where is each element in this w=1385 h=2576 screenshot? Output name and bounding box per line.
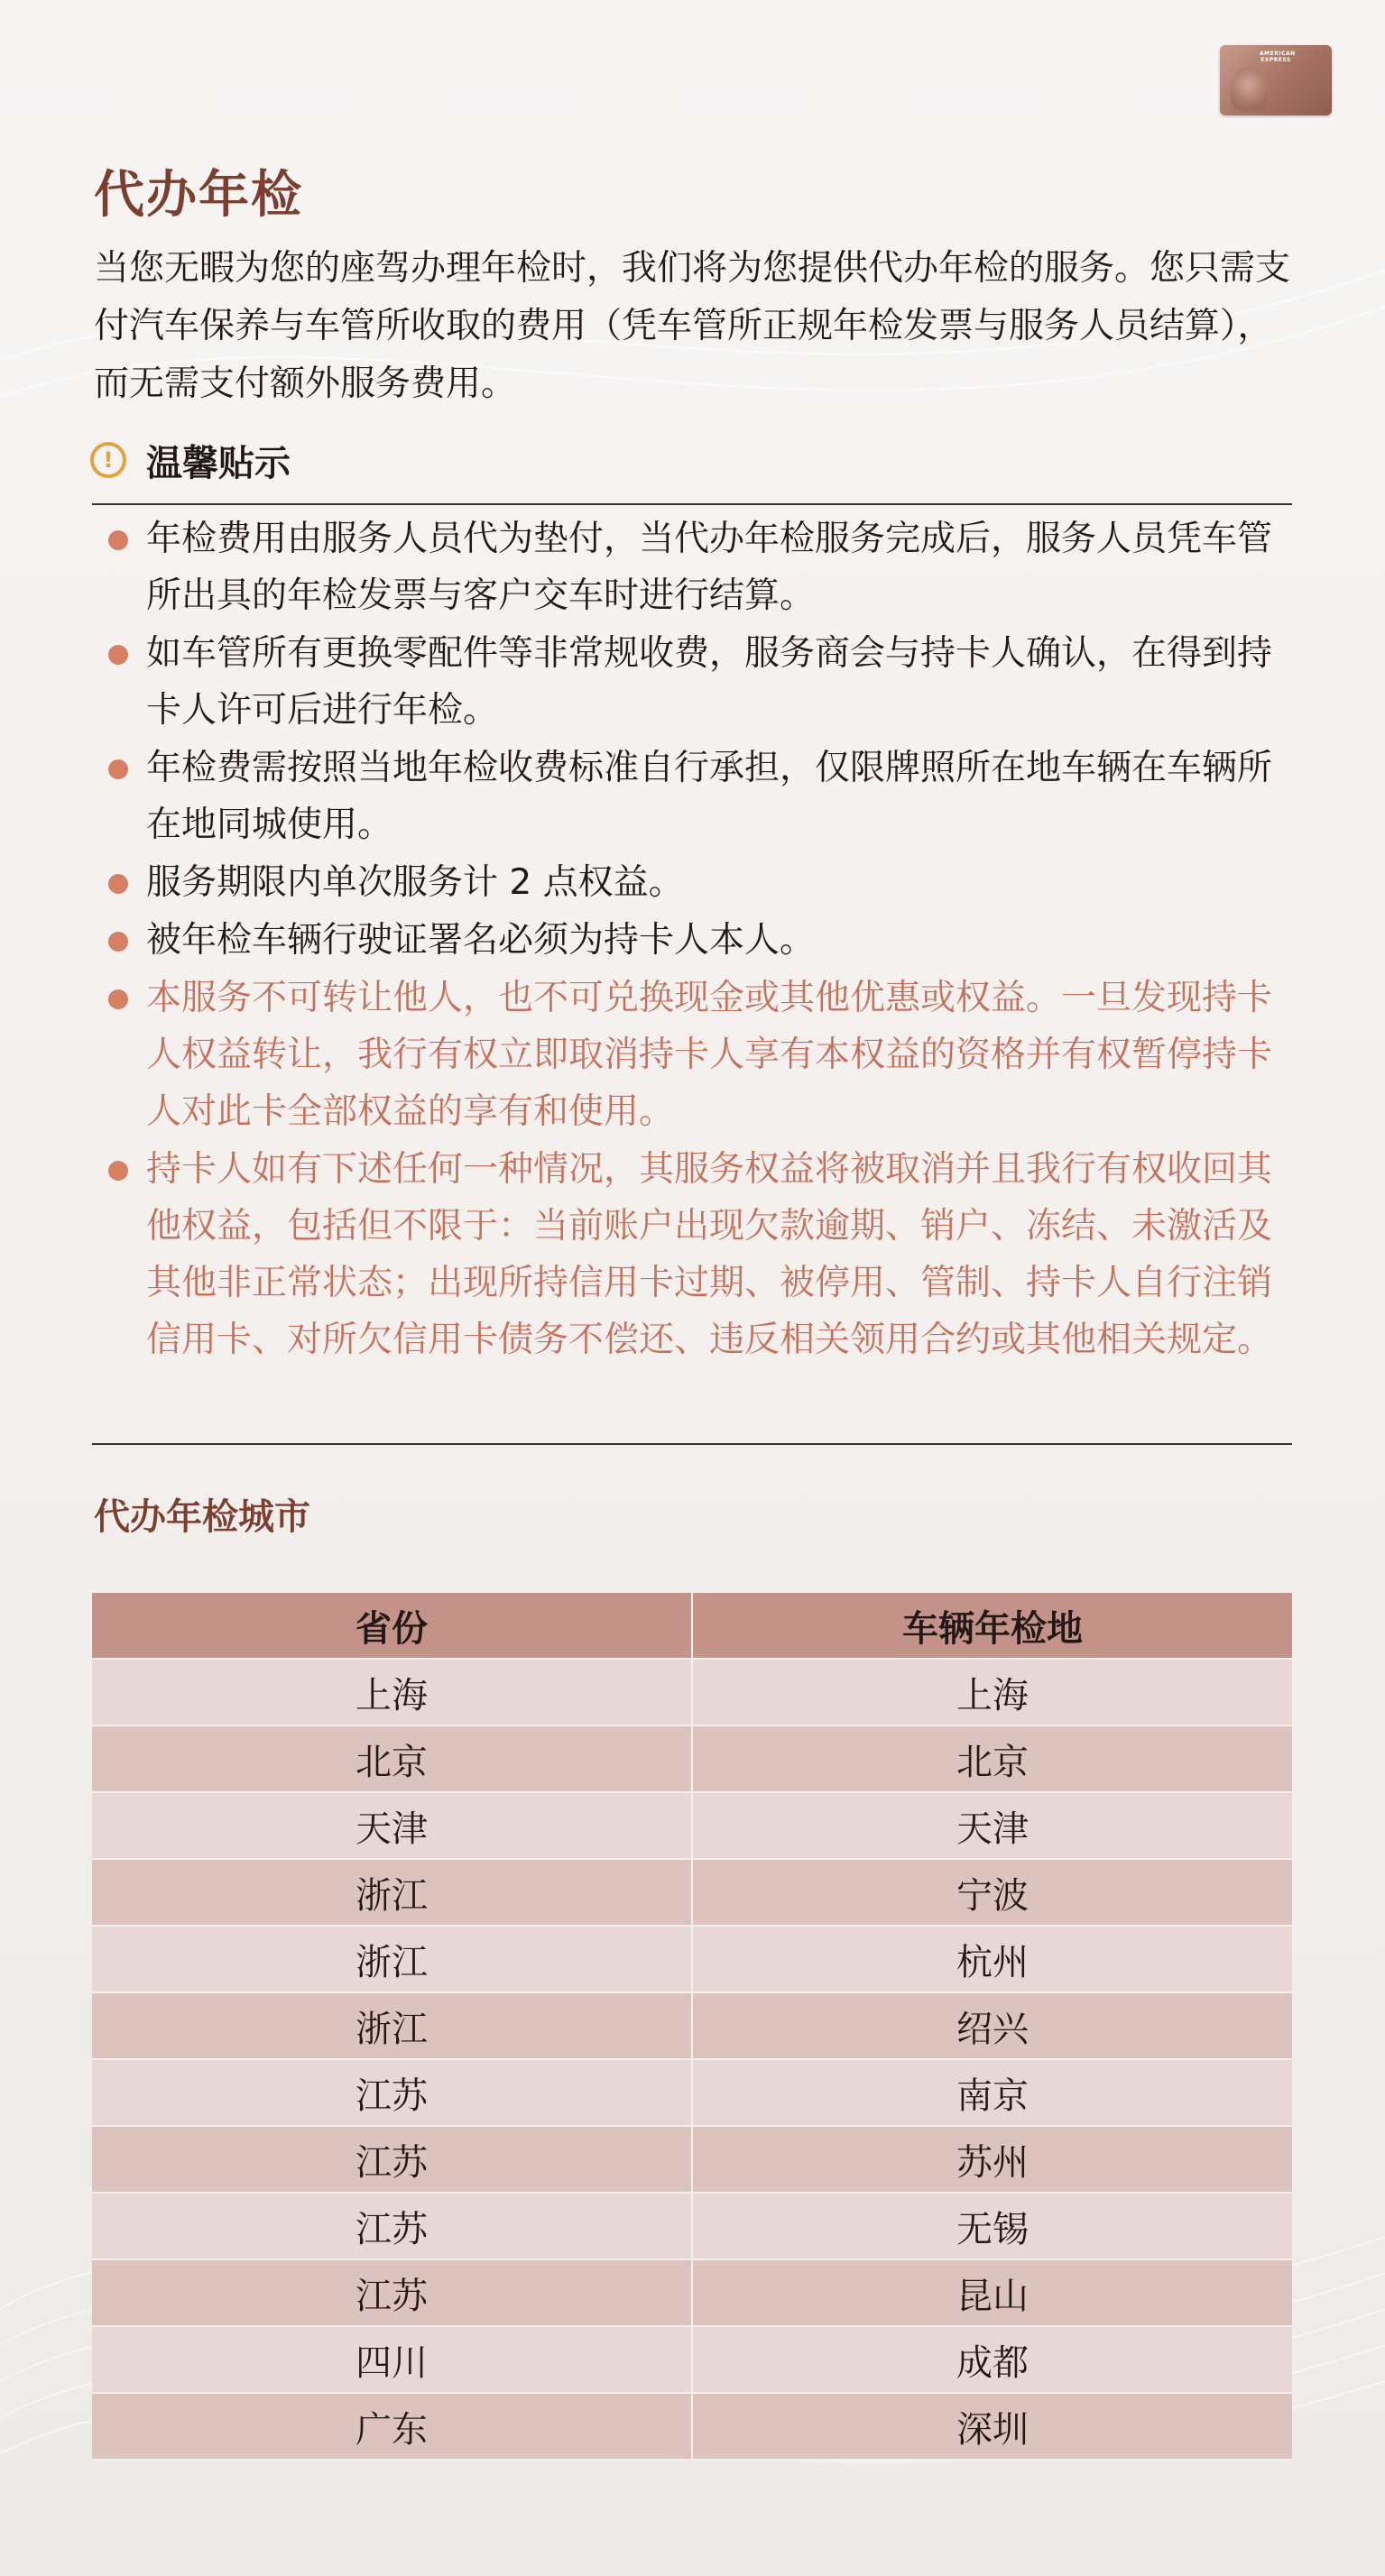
province-cell: 江苏 — [92, 2259, 692, 2326]
city-cell: 无锡 — [692, 2193, 1292, 2259]
tip-item: 年检费需按照当地年检收费标准自行承担，仅限牌照所在地车辆在车辆所在地同城使用。 — [101, 740, 1292, 853]
province-cell: 天津 — [92, 1792, 692, 1859]
column-header-province: 省份 — [92, 1593, 692, 1659]
table-row — [92, 1725, 1292, 1792]
warning-icon: ! — [90, 442, 126, 478]
table-row — [92, 1992, 1292, 2059]
city-cell: 杭州 — [692, 1926, 1292, 1992]
amex-logo: AMERICAN EXPRESS — [1260, 51, 1296, 63]
province-cell: 北京 — [92, 1725, 692, 1792]
bullet-dot — [108, 645, 128, 665]
tip-item: 如车管所有更换零配件等非常规收费，服务商会与持卡人确认，在得到持卡人许可后进行年检。 — [101, 625, 1292, 739]
province-cell: 上海 — [92, 1659, 692, 1725]
table-row — [92, 2193, 1292, 2259]
tips-top-divider — [92, 503, 1292, 505]
table-row — [92, 1926, 1292, 1992]
tips-header — [90, 433, 291, 487]
tips-title: 温馨贴示 — [146, 442, 291, 484]
tip-item: 服务期限内单次服务计 2 点权益。 — [101, 854, 1292, 911]
page-title: 代办年检 — [94, 166, 303, 225]
table-row — [92, 2393, 1292, 2460]
city-cell: 天津 — [692, 1792, 1292, 1859]
table-row — [92, 1792, 1292, 1859]
table-row — [92, 2059, 1292, 2126]
table-row — [92, 2326, 1292, 2393]
table-header-row — [92, 1593, 1292, 1659]
bullet-dot — [108, 530, 128, 550]
province-cell: 四川 — [92, 2326, 692, 2393]
table-row — [92, 2259, 1292, 2326]
table-row — [92, 2126, 1292, 2193]
province-cell: 浙江 — [92, 1859, 692, 1926]
city-cell: 绍兴 — [692, 1992, 1292, 2059]
bullet-dot — [108, 932, 128, 952]
city-cell: 上海 — [692, 1659, 1292, 1725]
province-cell: 浙江 — [92, 1992, 692, 2059]
city-cell: 昆山 — [692, 2259, 1292, 2326]
cities-table — [92, 1593, 1292, 2461]
credit-card-logo — [1220, 45, 1332, 115]
bullet-dot — [108, 874, 128, 894]
province-cell: 江苏 — [92, 2193, 692, 2259]
cities-title: 代办年检城市 — [94, 1496, 310, 1538]
table-row — [92, 1859, 1292, 1926]
column-header-city: 车辆年检地 — [692, 1593, 1292, 1659]
tip-item: 被年检车辆行驶证署名必须为持卡人本人。 — [101, 912, 1292, 969]
bullet-dot — [108, 1161, 128, 1181]
province-cell: 浙江 — [92, 1926, 692, 1992]
city-cell: 宁波 — [692, 1859, 1292, 1926]
bullet-dot — [108, 989, 128, 1009]
tips-list — [101, 511, 1292, 1369]
province-cell: 江苏 — [92, 2059, 692, 2126]
tip-item: 年检费用由服务人员代为垫付，当代办年检服务完成后，服务人员凭车管所出具的年检发票与客户交车时进行结算。 — [101, 511, 1292, 624]
tip-item-highlight: 持卡人如有下述任何一种情况，其服务权益将被取消并且我行有权收回其他权益，包括但不限于：当前账户出现欠款逾期、销户、冻结、未激活及其他非正常状态；出现所持信用卡过期、被停用、管制、持卡人自行注销信用卡、对所欠信用卡债务不偿还、违反相关领用合约或其他相关规定。 — [101, 1141, 1292, 1368]
city-cell: 苏州 — [692, 2126, 1292, 2193]
city-cell: 北京 — [692, 1725, 1292, 1792]
province-cell: 广东 — [92, 2393, 692, 2460]
city-cell: 南京 — [692, 2059, 1292, 2126]
intro-paragraph: 当您无暇为您的座驾办理年检时，我们将为您提供代办年检的服务。您只需支付汽车保养与车管所收取的费用（凭车管所正规年检发票与服务人员结算），而无需支付额外服务费用。 — [94, 248, 1291, 404]
city-cell: 深圳 — [692, 2393, 1292, 2460]
tip-item-highlight: 本服务不可转让他人，也不可兑换现金或其他优惠或权益。一旦发现持卡人权益转让，我行有权立即取消持卡人享有本权益的资格并有权暂停持卡人对此卡全部权益的享有和使用。 — [101, 970, 1292, 1140]
tips-bottom-divider — [92, 1443, 1292, 1445]
city-cell: 成都 — [692, 2326, 1292, 2393]
table-row — [92, 1659, 1292, 1725]
bullet-dot — [108, 759, 128, 779]
province-cell: 江苏 — [92, 2126, 692, 2193]
